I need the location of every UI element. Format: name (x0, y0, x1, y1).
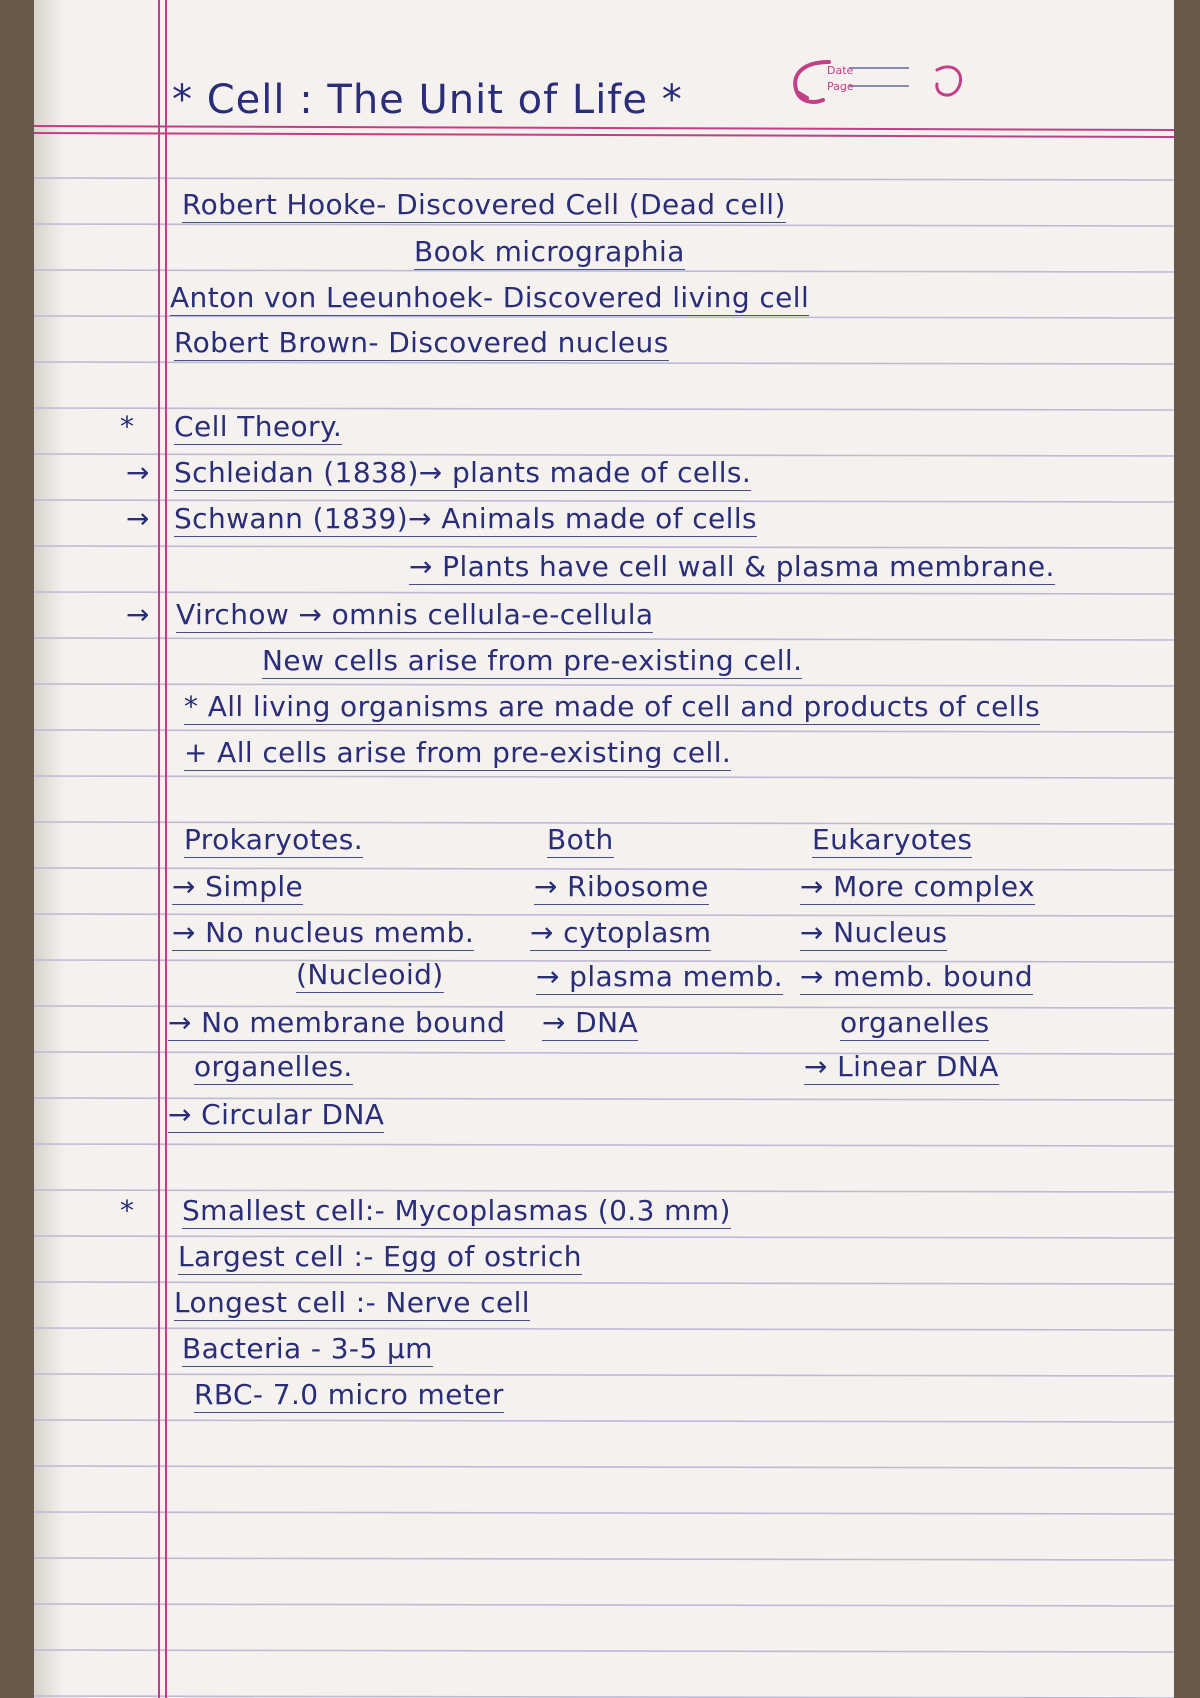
note-schwann: Schwann (1839)→ Animals made of cells (174, 502, 758, 535)
margin-line-left (158, 0, 160, 1698)
page-title: * Cell : The Unit of Life * (172, 77, 683, 123)
note-virchow-translation: New cells arise from pre-existing cell. (262, 644, 803, 677)
arrow-marker: → (126, 502, 150, 535)
note-leeunhoek: Anton von Leeunhoek- Discovered living cell (170, 281, 810, 314)
note-largest-cell: Largest cell :- Egg of ostrich (178, 1240, 582, 1273)
ruled-line (34, 1650, 1174, 1652)
eukaryote-item: organelles (840, 1006, 990, 1039)
header-rule (34, 126, 1174, 130)
header-both: Both (547, 823, 614, 856)
note-smallest-cell: Smallest cell:- Mycoplasmas (0.3 mm) (182, 1194, 731, 1227)
eukaryote-item: → Linear DNA (804, 1050, 999, 1083)
ruled-line (34, 1236, 1174, 1238)
ruled-line (34, 1512, 1174, 1514)
both-item: → plasma memb. (536, 960, 784, 993)
page-label: Page (827, 80, 854, 93)
note-virchow: Virchow → omnis cellula-e-cellula (176, 598, 654, 631)
notebook-page (34, 0, 1174, 1698)
prokaryote-item: (Nucleoid) (296, 958, 444, 991)
prokaryote-item: → Circular DNA (168, 1098, 385, 1131)
header-eukaryotes: Eukaryotes (812, 823, 973, 856)
note-theory-point-1: * All living organisms are made of cell and products of cells (184, 690, 1041, 723)
both-item: → cytoplasm (530, 916, 712, 949)
star-marker: * (120, 410, 135, 443)
both-item: → Ribosome (534, 870, 709, 903)
ruled-line (34, 1466, 1174, 1468)
ruled-line (34, 1328, 1174, 1330)
ruled-line (34, 546, 1174, 548)
note-bacteria: Bacteria - 3-5 μm (182, 1332, 433, 1365)
date-page-stamp (789, 48, 969, 118)
ruled-line (34, 638, 1174, 640)
header-rule (34, 133, 1174, 137)
star-marker: * (120, 1194, 135, 1227)
ruled-line (34, 1604, 1174, 1606)
header-prokaryotes: Prokaryotes. (184, 823, 364, 856)
note-schwann-plants: → Plants have cell wall & plasma membrane. (409, 550, 1055, 583)
note-theory-point-2: + All cells arise from pre-existing cell. (184, 736, 732, 769)
prokaryote-item: organelles. (194, 1050, 353, 1083)
note-longest-cell: Longest cell :- Nerve cell (174, 1286, 530, 1319)
note-rbc: RBC- 7.0 micro meter (194, 1378, 504, 1411)
ruled-line (34, 592, 1174, 594)
eukaryote-item: → More complex (800, 870, 1035, 903)
ruled-line (34, 1420, 1174, 1422)
note-schleidan: Schleidan (1838)→ plants made of cells. (174, 456, 752, 489)
cell-theory-heading: Cell Theory. (174, 410, 343, 443)
ruled-line (34, 178, 1174, 180)
note-robert-brown: Robert Brown- Discovered nucleus (174, 326, 669, 359)
note-book-micrographia: Book micrographia (414, 235, 685, 268)
prokaryote-item: → No membrane bound (168, 1006, 506, 1039)
eukaryote-item: → memb. bound (800, 960, 1034, 993)
ruled-line (34, 730, 1174, 732)
ruled-line (34, 684, 1174, 686)
ruled-line (34, 316, 1174, 318)
arrow-marker: → (126, 598, 150, 631)
ruled-line (34, 1190, 1174, 1192)
eukaryote-item: → Nucleus (800, 916, 948, 949)
arrow-marker: → (126, 456, 150, 489)
ruled-line (34, 224, 1174, 226)
prokaryote-item: → Simple (172, 870, 304, 903)
ruled-line (34, 362, 1174, 364)
ruled-line (34, 1144, 1174, 1146)
margin-line-right (165, 0, 167, 1698)
ruled-line (34, 776, 1174, 778)
note-robert-hooke: Robert Hooke- Discovered Cell (Dead cell) (182, 188, 786, 221)
date-label: Date (827, 64, 854, 77)
prokaryote-item: → No nucleus memb. (172, 916, 475, 949)
ruled-line (34, 1282, 1174, 1284)
both-item: → DNA (542, 1006, 639, 1039)
ruled-line (34, 270, 1174, 272)
ruled-line (34, 1558, 1174, 1560)
ruled-line (34, 1374, 1174, 1376)
